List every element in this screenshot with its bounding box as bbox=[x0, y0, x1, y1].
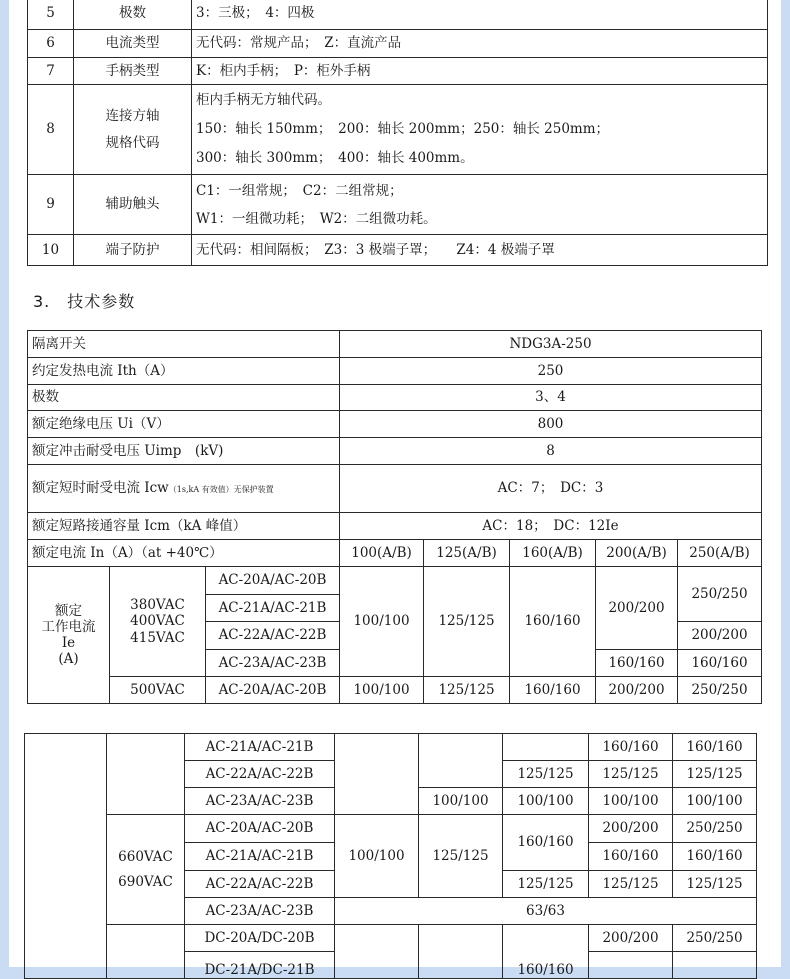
ie-label-line: 额定 bbox=[55, 602, 82, 619]
voltage-line: 400VAC bbox=[130, 613, 185, 630]
item-description bbox=[192, 175, 768, 235]
rating-value bbox=[419, 925, 503, 979]
rating-value: 125/125 bbox=[673, 871, 757, 898]
rating-value: 160/160 bbox=[596, 650, 678, 677]
table-row bbox=[28, 438, 762, 465]
item-name: 辅助触头 bbox=[74, 175, 192, 235]
param-label bbox=[28, 465, 340, 513]
row-number: 5 bbox=[28, 0, 74, 30]
rating-value: 250/250 bbox=[673, 815, 757, 843]
rating-value: 250/250 bbox=[678, 567, 762, 622]
rating-value: 200/200 bbox=[589, 925, 673, 952]
rating-value: 100/100 bbox=[673, 788, 757, 815]
rating-header: 125(A/B) bbox=[424, 540, 510, 567]
param-label-note: （1s,kA 有效值）无保护装置 bbox=[168, 485, 274, 495]
rating-value: 125/125 bbox=[503, 871, 589, 898]
utilization-category: AC-20A/AC-20B bbox=[206, 567, 340, 595]
param-label: 额定短路接通容量 Icm（kA 峰值） bbox=[28, 513, 340, 540]
table-row bbox=[25, 734, 757, 761]
utilization-category: AC-22A/AC-22B bbox=[206, 622, 340, 650]
ie-label-line: Ie bbox=[61, 635, 76, 651]
table-row bbox=[28, 58, 768, 85]
param-value: 8 bbox=[340, 438, 762, 465]
rating-value: 160/160 bbox=[678, 650, 762, 677]
table-row bbox=[25, 815, 757, 843]
param-value: 3、4 bbox=[340, 385, 762, 411]
voltage-group bbox=[107, 734, 185, 815]
table-row bbox=[28, 411, 762, 438]
ie-label bbox=[28, 567, 110, 704]
param-label-main: 额定短时耐受电流 Icw bbox=[32, 480, 169, 497]
table-row bbox=[28, 235, 768, 266]
voltage-group bbox=[110, 567, 206, 677]
rating-value: 160/160 bbox=[589, 843, 673, 871]
param-label: 约定发热电流 Ith（A） bbox=[28, 358, 340, 385]
rating-value: 200/200 bbox=[678, 622, 762, 650]
rating-value: 100/100 bbox=[589, 788, 673, 815]
rating-value: 125/125 bbox=[589, 761, 673, 788]
param-value: AC：7； DC：3 bbox=[340, 465, 762, 513]
rating-value: 160/160 bbox=[673, 734, 757, 761]
rating-value bbox=[419, 734, 503, 788]
rating-value: 63/63 bbox=[335, 898, 757, 925]
param-label: 额定冲击耐受电压 Uimp (kV) bbox=[28, 438, 340, 465]
rating-value bbox=[589, 952, 673, 979]
utilization-category: AC-23A/AC-23B bbox=[185, 898, 335, 925]
table-row bbox=[28, 30, 768, 58]
param-label: 额定电流 In（A）（at +40℃） bbox=[28, 540, 340, 567]
rating-value: 100/100 bbox=[503, 788, 589, 815]
param-label: 隔离开关 bbox=[28, 331, 340, 358]
rating-value: 160/160 bbox=[510, 567, 596, 677]
rating-value: 200/200 bbox=[596, 567, 678, 650]
rating-value bbox=[335, 925, 419, 979]
rating-value: 250/250 bbox=[678, 677, 762, 704]
param-label: 额定绝缘电压 Ui（V） bbox=[28, 411, 340, 438]
rating-header: 200(A/B) bbox=[596, 540, 678, 567]
table-row bbox=[28, 85, 768, 175]
rating-value bbox=[335, 734, 419, 815]
item-name-line: 连接方轴 bbox=[105, 108, 160, 125]
description-line: C1：一组常规； C2：二组常规； bbox=[196, 182, 403, 199]
voltage-group: 500VAC bbox=[110, 677, 206, 704]
rating-value: 160/160 bbox=[589, 734, 673, 761]
item-name-line: 规格代码 bbox=[105, 134, 160, 151]
utilization-category: AC-20A/AC-20B bbox=[206, 677, 340, 704]
utilization-category: AC-23A/AC-23B bbox=[206, 650, 340, 677]
voltage-line: 415VAC bbox=[130, 629, 185, 646]
table-row bbox=[28, 175, 768, 235]
ie-label-line: 工作电流 bbox=[41, 618, 96, 635]
rating-value: 100/100 bbox=[340, 567, 424, 677]
table-row bbox=[28, 385, 762, 411]
utilization-category: AC-22A/AC-22B bbox=[185, 761, 335, 788]
rating-header: 250(A/B) bbox=[678, 540, 762, 567]
rating-value: 160/160 bbox=[510, 677, 596, 704]
voltage-line: 380VAC bbox=[130, 597, 185, 614]
utilization-category: DC-21A/DC-21B bbox=[185, 952, 335, 979]
row-number: 10 bbox=[28, 235, 74, 266]
utilization-category: AC-21A/AC-21B bbox=[206, 595, 340, 622]
item-name bbox=[74, 85, 192, 175]
item-description: 3：三极； 4：四极 bbox=[192, 0, 768, 30]
rating-value: 125/125 bbox=[419, 815, 503, 898]
description-line: 柜内手柄无方轴代码。 bbox=[196, 92, 331, 108]
rating-value: 250/250 bbox=[673, 925, 757, 952]
rating-value: 125/125 bbox=[503, 761, 589, 788]
ie-label-continued bbox=[25, 734, 107, 979]
rating-value: 200/200 bbox=[589, 815, 673, 843]
voltage-line: 690VAC bbox=[118, 873, 173, 890]
description-line: 300：轴长 300mm； 400：轴长 400mm。 bbox=[196, 150, 474, 166]
voltage-group bbox=[107, 925, 185, 979]
ie-label-line: (A) bbox=[58, 651, 79, 668]
item-description: 无代码：常规产品； Z：直流产品 bbox=[192, 30, 768, 58]
rating-value: 200/200 bbox=[596, 677, 678, 704]
rating-value: 160/160 bbox=[673, 843, 757, 871]
table-row bbox=[28, 358, 762, 385]
voltage-line: 660VAC bbox=[118, 849, 173, 866]
rating-value: 100/100 bbox=[340, 677, 424, 704]
tech-params-continued-table bbox=[24, 733, 757, 979]
model-code-table bbox=[27, 0, 768, 266]
row-number: 9 bbox=[28, 175, 74, 235]
param-value: 800 bbox=[340, 411, 762, 438]
tech-params-table bbox=[27, 330, 762, 704]
rating-header: 100(A/B) bbox=[340, 540, 424, 567]
rating-value: 125/125 bbox=[424, 567, 510, 677]
rating-value bbox=[503, 734, 589, 761]
row-number: 7 bbox=[28, 58, 74, 85]
rating-value: 125/125 bbox=[673, 761, 757, 788]
utilization-category: AC-20A/AC-20B bbox=[185, 815, 335, 843]
item-description bbox=[192, 85, 768, 175]
utilization-category: AC-23A/AC-23B bbox=[185, 788, 335, 815]
section-heading: 3. 技术参数 bbox=[33, 292, 136, 311]
table-row bbox=[28, 465, 762, 513]
table-row bbox=[28, 567, 762, 595]
item-name: 电流类型 bbox=[74, 30, 192, 58]
rating-value: 100/100 bbox=[419, 788, 503, 815]
param-label: 极数 bbox=[28, 385, 340, 411]
rating-value: 160/160 bbox=[503, 925, 589, 979]
table-row bbox=[28, 540, 762, 567]
item-description: 无代码：相间隔板； Z3：3 极端子罩； Z4：4 极端子罩 bbox=[192, 235, 768, 266]
utilization-category: AC-21A/AC-21B bbox=[185, 843, 335, 871]
table-row bbox=[28, 331, 762, 358]
param-value: NDG3A-250 bbox=[340, 331, 762, 358]
item-name: 极数 bbox=[74, 0, 192, 30]
table-row bbox=[25, 925, 757, 952]
utilization-category: AC-22A/AC-22B bbox=[185, 871, 335, 898]
table-row bbox=[28, 513, 762, 540]
utilization-category: DC-20A/DC-20B bbox=[185, 925, 335, 952]
table-row bbox=[28, 0, 768, 30]
item-description: K：柜内手柄； P：柜外手柄 bbox=[192, 58, 768, 85]
description-line: 150：轴长 150mm； 200：轴长 200mm；250：轴长 250mm； bbox=[196, 121, 610, 137]
item-name: 端子防护 bbox=[74, 235, 192, 266]
rating-header: 160(A/B) bbox=[510, 540, 596, 567]
param-value: AC：18； DC：12Ie bbox=[340, 513, 762, 540]
rating-value: 160/160 bbox=[503, 815, 589, 871]
rating-value: 125/125 bbox=[424, 677, 510, 704]
rating-value bbox=[673, 952, 757, 979]
description-line: W1：一组微功耗； W2：二组微功耗。 bbox=[196, 210, 437, 227]
row-number: 6 bbox=[28, 30, 74, 58]
item-name: 手柄类型 bbox=[74, 58, 192, 85]
table-row bbox=[28, 677, 762, 704]
rating-value: 100/100 bbox=[335, 815, 419, 898]
param-value: 250 bbox=[340, 358, 762, 385]
utilization-category: AC-21A/AC-21B bbox=[185, 734, 335, 761]
rating-value: 125/125 bbox=[589, 871, 673, 898]
row-number: 8 bbox=[28, 85, 74, 175]
voltage-group bbox=[107, 815, 185, 925]
